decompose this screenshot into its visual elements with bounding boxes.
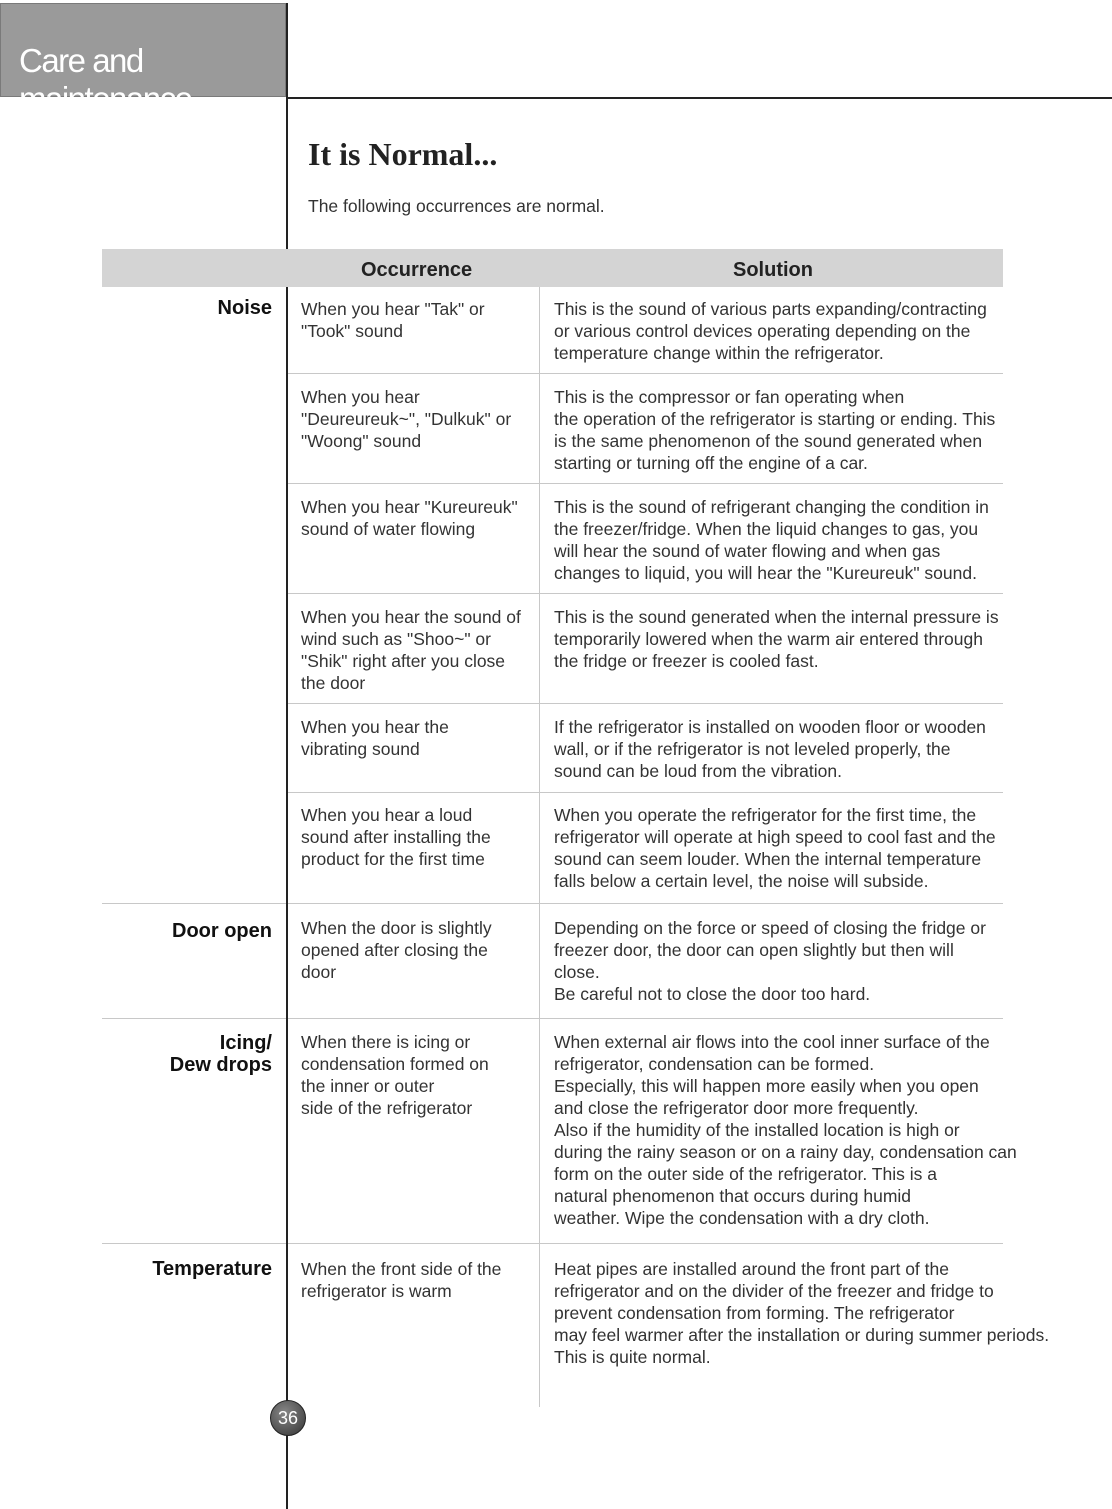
text-line: If the refrigerator is installed on wooden floor or wooden	[554, 717, 986, 737]
text-line: "Deureureuk~", "Dulkuk" or	[301, 409, 512, 429]
solution-cell	[554, 917, 1024, 1005]
text-line: starting or turning off the engine of a car.	[554, 453, 868, 473]
text-line: product for the first time	[301, 849, 485, 869]
category-icing-line1: Icing/	[219, 1032, 272, 1054]
text-line: When there is icing or	[301, 1032, 471, 1052]
text-line: prevent condensation from forming. The refrigerator	[554, 1303, 955, 1323]
text-line: sound after installing the	[301, 827, 491, 847]
text-line: wind such as "Shoo~" or	[301, 629, 491, 649]
text-line: the freezer/fridge. When the liquid changes to gas, you	[554, 519, 979, 539]
text-line: changes to liquid, you will hear the "Kureureuk" sound.	[554, 563, 977, 583]
occurrence-cell	[301, 298, 533, 342]
text-line: When you hear "Tak" or	[301, 299, 485, 319]
text-line: temporarily lowered when the warm air entered through	[554, 629, 983, 649]
text-line: vibrating sound	[301, 739, 420, 759]
solution-cell	[554, 496, 1024, 584]
text-line: sound can seem louder. When the internal temperature	[554, 849, 982, 869]
text-line: natural phenomenon that occurs during humid	[554, 1186, 912, 1206]
text-line: When you operate the refrigerator for the first time, the	[554, 805, 977, 825]
solution-cell	[554, 298, 1024, 364]
category-divider	[102, 903, 286, 904]
text-line: weather. Wipe the condensation with a dry cloth.	[554, 1208, 930, 1228]
text-line: When you hear	[301, 387, 420, 407]
text-line: temperature change within the refrigerator.	[554, 343, 884, 363]
text-line: Especially, this will happen more easily when you open	[554, 1076, 979, 1096]
occurrence-cell	[301, 804, 533, 870]
text-line: "Took" sound	[301, 321, 403, 341]
row-divider	[288, 483, 1003, 484]
text-line: Heat pipes are installed around the front part of the	[554, 1259, 949, 1279]
page-title: It is Normal...	[308, 136, 498, 172]
text-line: When the front side of the	[301, 1259, 502, 1279]
text-line: the inner or outer	[301, 1076, 435, 1096]
section-tab	[0, 3, 286, 117]
text-line: refrigerator will operate at high speed to cool fast and the	[554, 827, 996, 847]
solution-cell	[554, 716, 1024, 782]
text-line: This is the compressor or fan operating when	[554, 387, 905, 407]
row-divider	[288, 703, 1003, 704]
occurrence-cell	[301, 606, 533, 694]
occurrence-header: Occurrence	[361, 259, 473, 281]
text-line: This is the sound generated when the internal pressure is	[554, 607, 999, 627]
category-icing-line2: Dew drops	[169, 1054, 272, 1076]
text-line: door	[301, 962, 337, 982]
vertical-rule	[286, 3, 288, 1509]
solution-cell	[554, 1258, 1089, 1368]
text-line: wall, or if the refrigerator is not leveled properly, the	[554, 739, 951, 759]
row-divider	[288, 373, 1003, 374]
solution-cell	[554, 804, 1024, 892]
text-line: When you hear the	[301, 717, 449, 737]
occurrence-cell	[301, 496, 533, 540]
text-line: refrigerator, condensation can be formed.	[554, 1054, 875, 1074]
text-line: the fridge or freezer is cooled fast.	[554, 651, 819, 671]
category-divider	[102, 1243, 286, 1244]
text-line: condensation formed on	[301, 1054, 489, 1074]
text-line: freezer door, the door can open slightly but then will	[554, 940, 954, 960]
text-line: side of the refrigerator	[301, 1098, 473, 1118]
solution-header: Solution	[733, 259, 813, 281]
occurrence-cell	[301, 1258, 533, 1302]
text-line: refrigerator and on the divider of the freezer and fridge to	[554, 1281, 994, 1301]
category-divider	[102, 1018, 286, 1019]
row-divider	[288, 593, 1003, 594]
text-line: during the rainy season or on a rainy day, condensation can	[554, 1142, 1017, 1162]
section-tab-label: Care and maintenance	[19, 42, 192, 117]
text-line: This is the sound of refrigerant changing the condition in	[554, 497, 989, 517]
occurrence-cell	[301, 386, 533, 452]
text-line: or various control devices operating depending on the	[554, 321, 971, 341]
category-icing	[170, 1032, 272, 1076]
text-line: When you hear a loud	[301, 805, 473, 825]
table-header	[102, 249, 1003, 287]
text-line: "Woong" sound	[301, 431, 422, 451]
category-noise: Noise	[217, 297, 272, 319]
row-divider	[288, 903, 1003, 904]
text-line: This is quite normal.	[554, 1347, 711, 1367]
header-rule	[286, 97, 1112, 99]
solution-cell	[554, 1031, 1024, 1229]
text-line: When external air flows into the cool inner surface of the	[554, 1032, 990, 1052]
solution-cell	[554, 386, 1024, 474]
text-line: the door	[301, 673, 366, 693]
text-line: Depending on the force or speed of closing the fridge or	[554, 918, 986, 938]
column-divider	[539, 287, 540, 1407]
row-divider	[288, 792, 1003, 793]
text-line: the operation of the refrigerator is starting or ending. This	[554, 409, 996, 429]
text-line: refrigerator is warm	[301, 1281, 452, 1301]
category-temperature: Temperature	[152, 1258, 272, 1280]
text-line: sound of water flowing	[301, 519, 476, 539]
text-line: will hear the sound of water flowing and when gas	[554, 541, 941, 561]
occurrence-cell	[301, 716, 533, 760]
text-line: sound can be loud from the vibration.	[554, 761, 842, 781]
row-divider	[288, 1018, 1003, 1019]
solution-cell	[554, 606, 1024, 672]
text-line: Be careful not to close the door too hard.	[554, 984, 871, 1004]
category-door-open: Door open	[172, 920, 272, 942]
intro-text: The following occurrences are normal.	[308, 196, 605, 216]
row-divider	[288, 1243, 1003, 1244]
text-line: This is the sound of various parts expanding/contracting	[554, 299, 987, 319]
text-line: When the door is slightly	[301, 918, 492, 938]
page-number-badge: 36	[270, 1400, 306, 1436]
occurrence-cell	[301, 917, 533, 983]
text-line: is the same phenomenon of the sound generated when	[554, 431, 983, 451]
text-line: opened after closing the	[301, 940, 488, 960]
text-line: form on the outer side of the refrigerator. This is a	[554, 1164, 937, 1184]
text-line: and close the refrigerator door more frequently.	[554, 1098, 919, 1118]
text-line: When you hear "Kureureuk"	[301, 497, 518, 517]
text-line: When you hear the sound of	[301, 607, 521, 627]
occurrence-cell	[301, 1031, 533, 1119]
text-line: "Shik" right after you close	[301, 651, 506, 671]
text-line: falls below a certain level, the noise will subside.	[554, 871, 929, 891]
text-line: Also if the humidity of the installed location is high or	[554, 1120, 960, 1140]
text-line: close.	[554, 962, 600, 982]
text-line: may feel warmer after the installation or during summer periods.	[554, 1325, 1050, 1345]
